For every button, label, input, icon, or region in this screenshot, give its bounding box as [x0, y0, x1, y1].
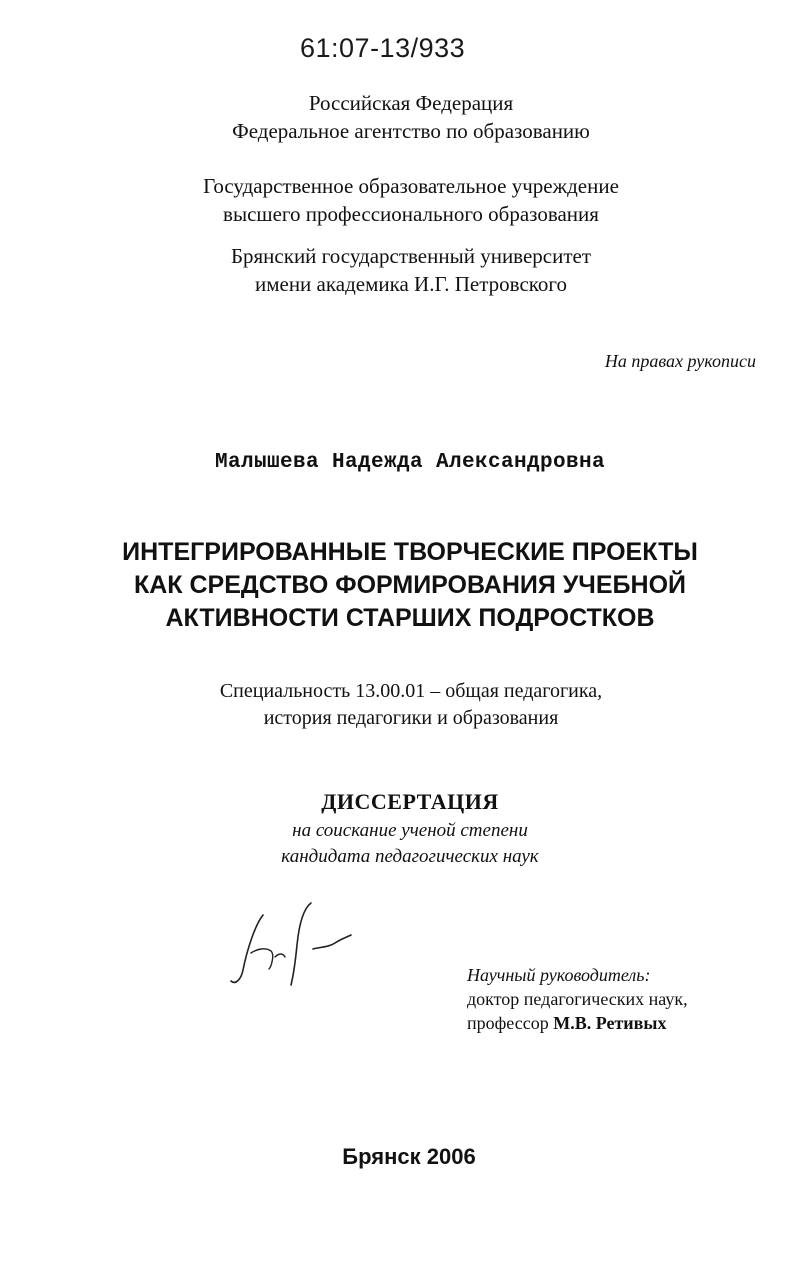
specialty-block	[0, 678, 794, 732]
university-line-2: имени академика И.Г. Петровского	[254, 272, 568, 296]
dissertation-title	[0, 536, 794, 635]
supervisor-degree: доктор педагогических наук,	[467, 989, 688, 1009]
institution-block	[0, 172, 794, 228]
supervisor-block	[467, 963, 688, 1035]
country-line: Российская Федерация	[308, 91, 514, 115]
degree-line-2: кандидата педагогических наук	[281, 846, 539, 867]
handwritten-signature-icon	[225, 895, 355, 995]
institution-line-2: высшего профессионального образования	[223, 202, 599, 226]
institution-line-1: Государственное образовательное учреждение	[203, 174, 619, 198]
specialty-line-2: история педагогики и образования	[263, 707, 559, 729]
federation-block	[0, 89, 794, 145]
thesis-type: ДИССЕРТАЦИЯ	[321, 789, 499, 814]
title-line-2: КАК СРЕДСТВО ФОРМИРОВАНИЯ УЧЕБНОЙ	[133, 571, 686, 599]
degree-line-1: на соискание ученой степени	[292, 820, 528, 841]
supervisor-rank: профессор	[467, 1013, 549, 1033]
author-name: Малышева Надежда Александровна	[214, 451, 606, 474]
manuscript-note: На правах рукописи	[604, 351, 756, 371]
catalog-number: 61:07-13/933	[300, 33, 466, 63]
university-line-1: Брянский государственный университет	[230, 244, 592, 268]
university-block	[0, 242, 794, 298]
degree-block	[0, 818, 794, 870]
supervisor-title-line	[467, 1011, 688, 1035]
city-year: Брянск 2006	[342, 1144, 476, 1169]
agency-line: Федеральное агентство по образованию	[232, 119, 590, 143]
supervisor-name: М.В. Ретивых	[553, 1013, 667, 1033]
title-line-1: ИНТЕГРИРОВАННЫЕ ТВОРЧЕСКИЕ ПРОЕКТЫ	[122, 538, 698, 566]
title-line-3: АКТИВНОСТИ СТАРШИХ ПОДРОСТКОВ	[165, 604, 655, 632]
supervisor-label: Научный руководитель:	[467, 965, 651, 985]
specialty-line-1: Специальность 13.00.01 – общая педагогика,	[219, 680, 603, 702]
